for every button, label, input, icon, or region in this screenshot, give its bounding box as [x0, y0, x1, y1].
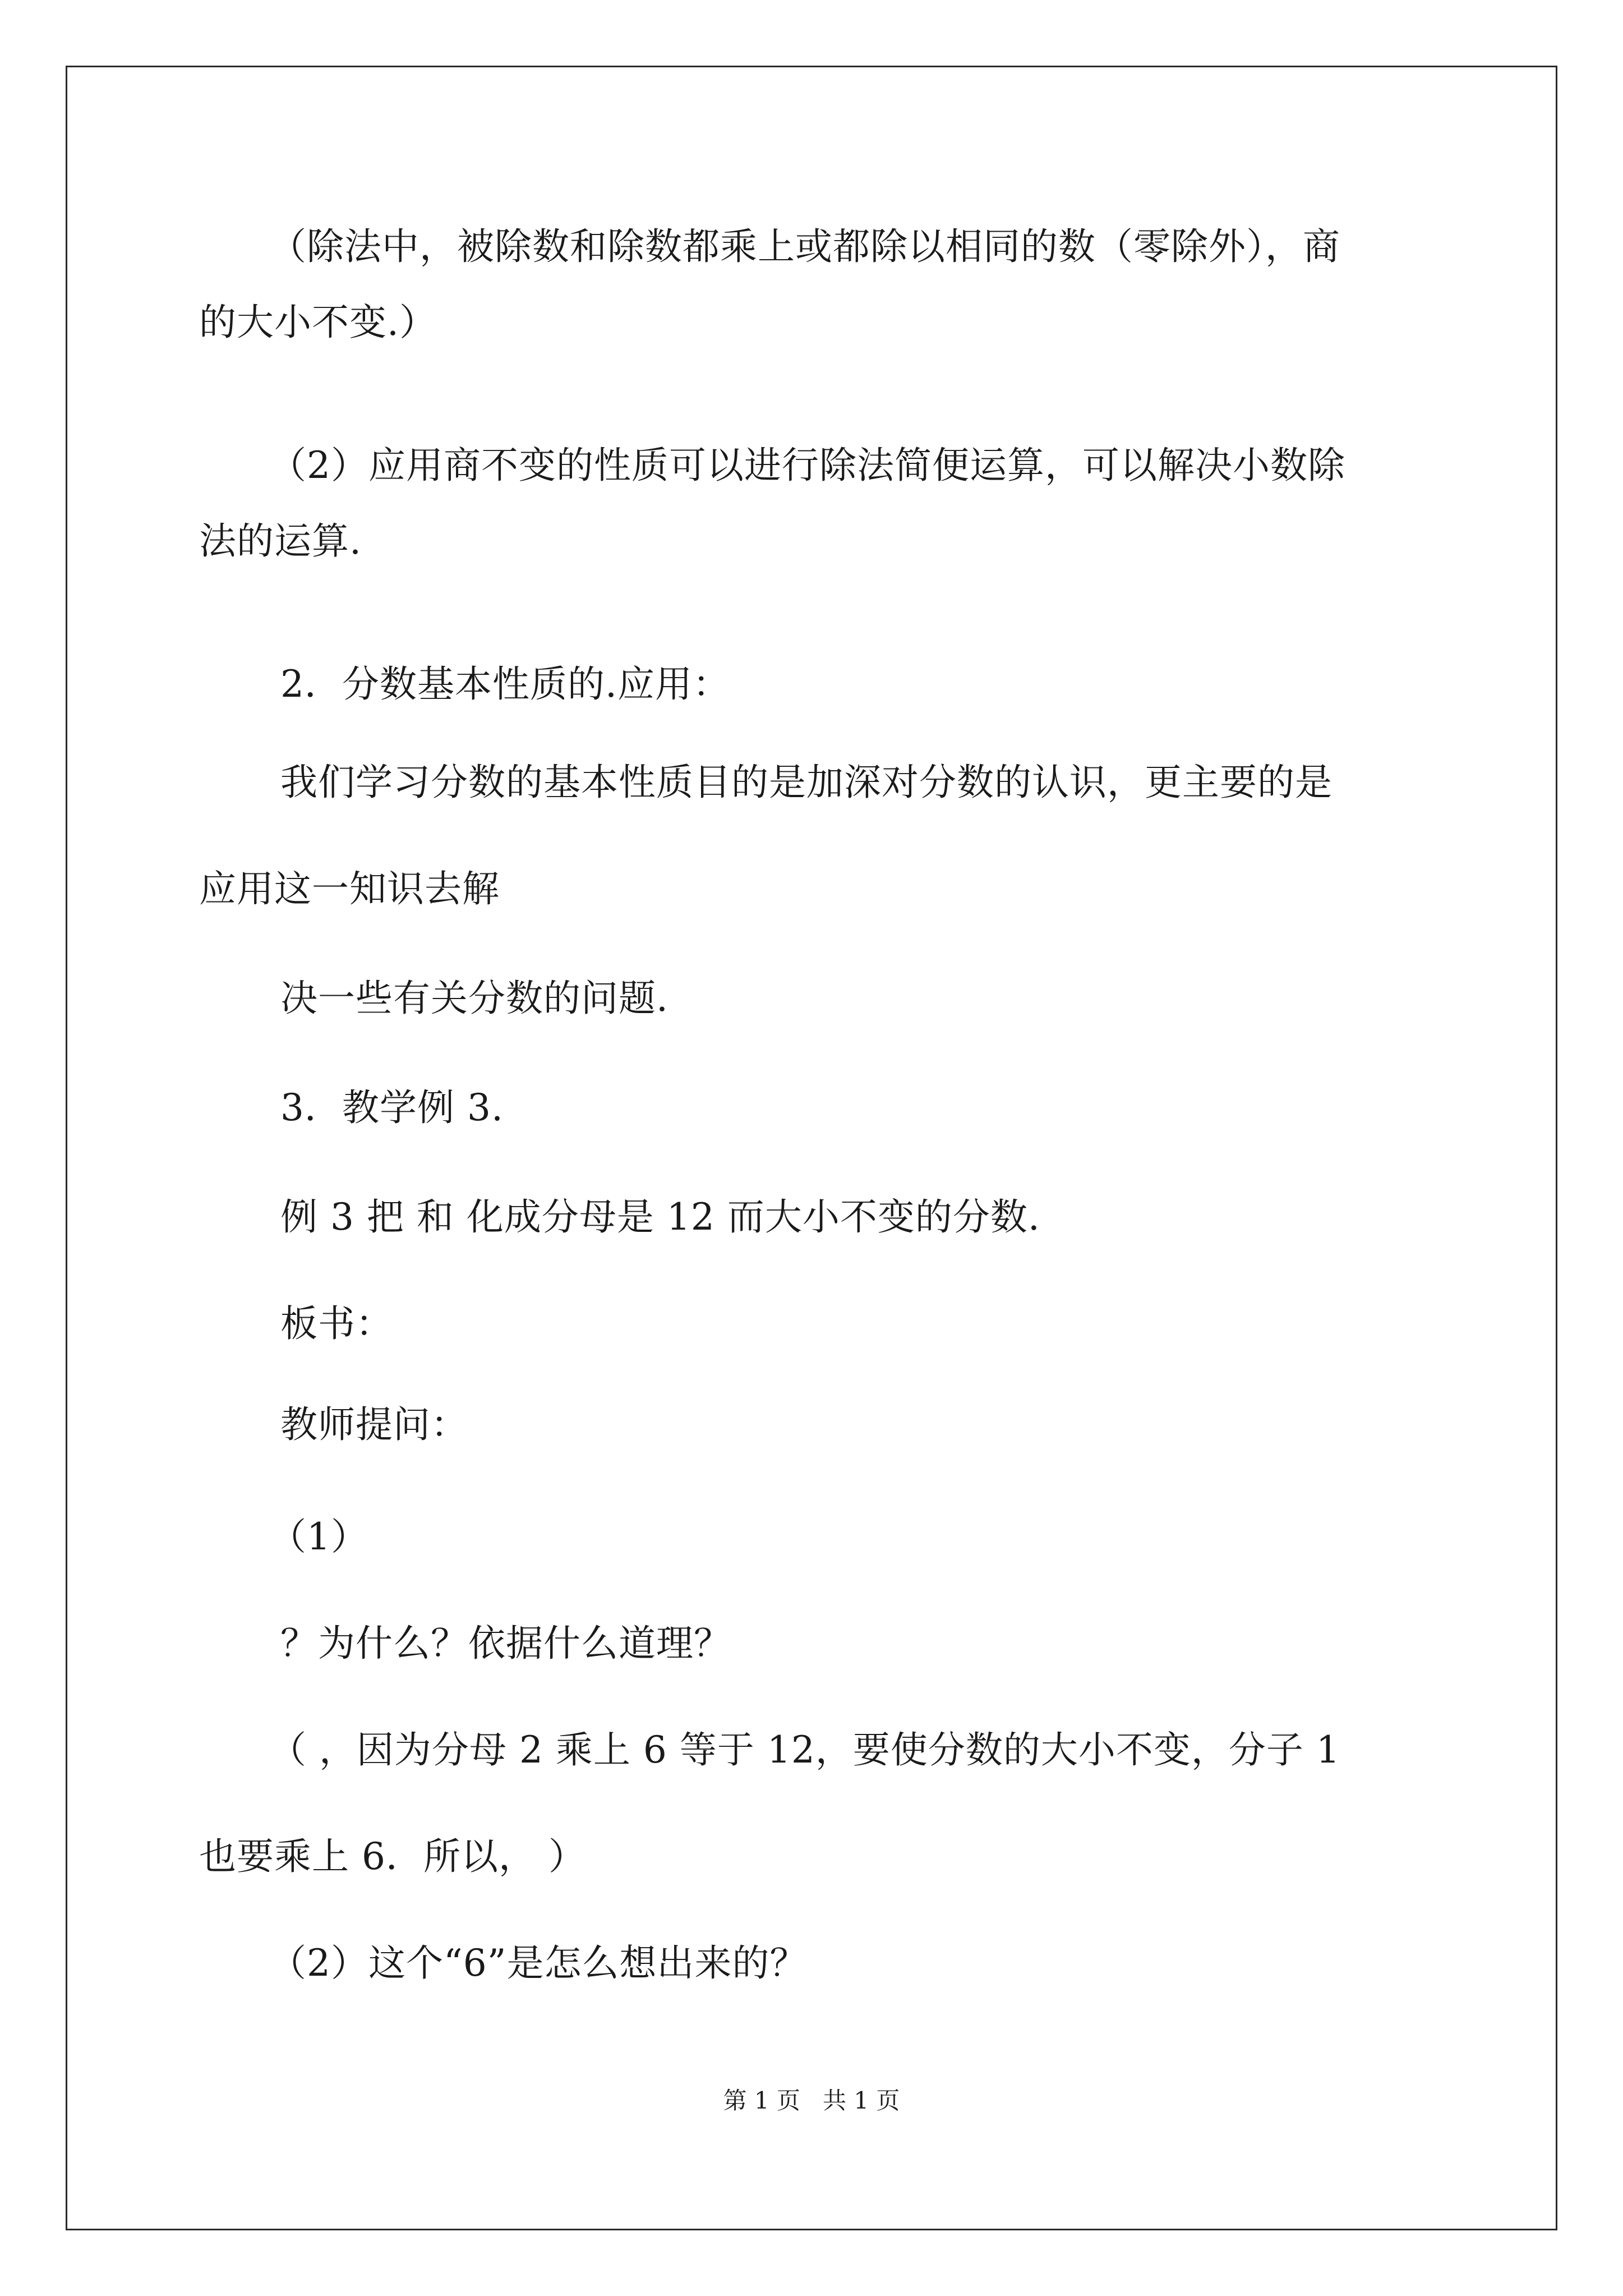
- page-border: [66, 66, 1557, 2230]
- paragraph-line: （1）: [269, 1515, 368, 1558]
- paragraph-line: 例 3 把 和 化成分母是 12 而大小不变的分数.: [280, 1195, 1040, 1239]
- paragraph-line: （2）这个“6”是怎么想出来的？: [269, 1941, 808, 1985]
- paragraph-line: ？为什么？依据什么道理？: [280, 1622, 731, 1665]
- section-heading: 2．分数基本性质的.应用：: [280, 662, 730, 706]
- paragraph-line: 的大小不变.）: [199, 301, 437, 344]
- page-number-total: 共 1 页: [823, 2087, 900, 2114]
- paragraph-line: 决一些有关分数的问题.: [280, 977, 668, 1020]
- paragraph-line: （ ，因为分母 2 乘上 6 等于 12，要使分数的大小不变，分子 1: [269, 1728, 1340, 1772]
- paragraph-line: 法的运算.: [199, 519, 362, 563]
- paragraph-line: 我们学习分数的基本性质目的是加深对分数的认识，更主要的是: [280, 761, 1332, 804]
- paragraph-line: 板书：: [280, 1302, 393, 1345]
- page-number-current: 第 1 页: [723, 2087, 800, 2114]
- section-heading: 3．教学例 3.: [280, 1086, 504, 1129]
- page-footer: [0, 2087, 1623, 2115]
- paragraph-line: （除法中，被除数和除数都乘上或都除以相同的数（零除外），商: [269, 225, 1340, 268]
- paragraph-line: 也要乘上 6．所以， ）: [199, 1835, 586, 1878]
- paragraph-line: 应用这一知识去解: [199, 867, 500, 910]
- paragraph-line: （2）应用商不变的性质可以进行除法简便运算，可以解决小数除: [269, 444, 1345, 487]
- paragraph-line: 教师提问：: [280, 1403, 468, 1446]
